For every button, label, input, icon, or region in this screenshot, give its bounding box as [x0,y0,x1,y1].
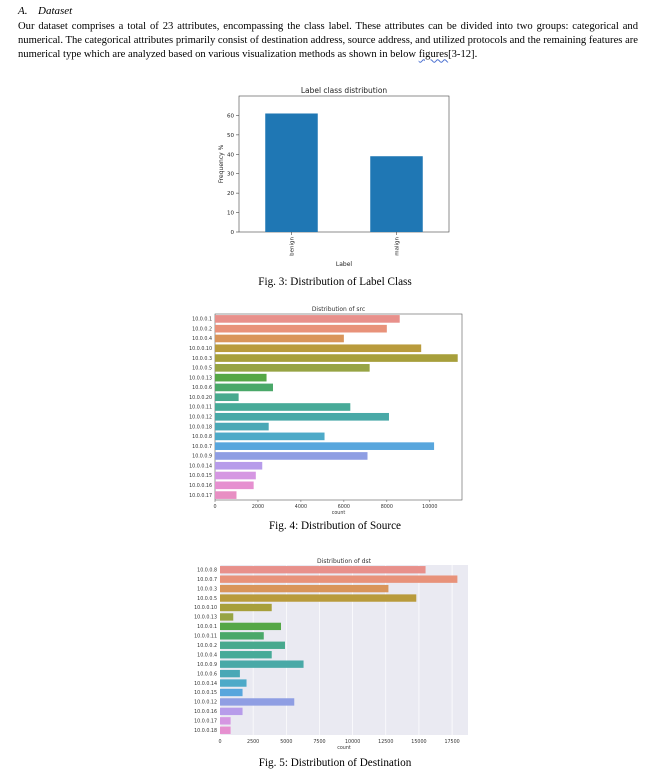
bar-10-0-0-12 [220,698,294,705]
bar-10-0-0-9 [220,660,304,667]
bar-10-0-0-6 [220,670,240,677]
y-tick-label: 10.0.0.8 [192,435,212,441]
y-tick-label: 10.0.0.1 [192,317,212,323]
bar-10-0-0-14 [220,679,247,686]
y-tick-label: 10.0.0.14 [189,464,212,470]
src-distribution-chart [180,304,470,518]
x-axis-label: count [337,746,351,751]
bar-10-0-0-11 [220,632,264,639]
y-tick-label: 10.0.0.9 [192,454,212,460]
y-tick-label: 10.0.0.18 [189,425,212,431]
x-tick-label: 10000 [344,740,361,745]
bar-10-0-0-17 [215,491,236,499]
bar-benign [265,113,318,232]
x-tick-label: 17500 [444,740,460,745]
y-tick-label: 10.0.0.1 [197,625,217,631]
bar-10-0-0-18 [220,727,231,734]
fig4-caption: Fig. 4: Distribution of Source [268,520,402,532]
y-tick-label: 10.0.0.10 [189,346,212,352]
bar-10-0-0-20 [215,393,239,401]
y-tick-label: 10.0.0.5 [197,596,217,602]
x-tick-label: 15000 [411,740,427,745]
y-tick-label: 10.0.0.12 [189,415,212,421]
x-tick-label: 2000 [251,505,265,510]
x-tick-label: benign [289,237,296,256]
x-tick-label: 7500 [313,740,326,745]
x-tick-label: 6000 [337,505,350,510]
bar-malign [370,156,423,232]
body-paragraph [18,20,638,63]
bar-10-0-0-2 [220,642,285,649]
bar-10-0-0-13 [215,374,267,382]
bar-10-0-0-10 [215,344,421,352]
paragraph-tail: [3-12]. [448,49,478,61]
y-tick-label: 10.0.0.4 [197,653,217,659]
bar-10-0-0-1 [220,623,281,630]
bar-10-0-0-5 [220,594,416,601]
bar-10-0-0-15 [220,689,243,696]
y-tick-label: 10.0.0.15 [194,691,217,697]
bar-10-0-0-8 [220,566,426,573]
x-tick-label: 10000 [422,505,438,510]
chart-title: Distribution of src [311,306,366,313]
bar-10-0-0-17 [220,717,231,724]
fig3-caption: Fig. 3: Distribution of Label Class [258,276,412,288]
y-tick-label: 10.0.0.11 [194,634,217,640]
y-tick-label: 20 [227,191,234,198]
bar-10-0-0-4 [215,335,344,343]
y-tick-label: 10.0.0.7 [192,444,212,450]
fig5-caption: Fig. 5: Distribution of Destination [258,757,412,769]
section-heading [18,5,72,17]
y-axis-label: Frequency % [218,144,225,184]
spellcheck-underlined-word: figures [418,49,449,61]
y-tick-label: 50 [227,132,234,139]
x-tick-label: 0 [218,740,222,745]
bar-10-0-0-15 [215,472,256,480]
bar-10-0-0-7 [215,442,434,450]
x-tick-label: 4000 [294,505,308,510]
y-tick-label: 10.0.0.8 [197,568,217,574]
bar-10-0-0-16 [215,481,254,489]
y-tick-label: 10.0.0.12 [194,700,217,706]
chart-title: Label class distribution [300,86,388,95]
y-tick-label: 10.0.0.13 [189,376,212,382]
y-tick-label: 10.0.0.13 [194,615,217,621]
y-tick-label: 60 [227,113,234,120]
y-tick-label: 10.0.0.2 [197,643,217,649]
y-tick-label: 10.0.0.3 [197,587,217,593]
bar-10-0-0-16 [220,708,243,715]
y-tick-label: 10.0.0.4 [192,337,212,343]
y-tick-label: 10.0.0.5 [192,366,212,372]
bar-10-0-0-18 [215,423,269,431]
y-tick-label: 30 [227,171,234,178]
x-tick-label: 8000 [380,505,393,510]
bar-10-0-0-1 [215,315,400,323]
label-class-chart [205,84,455,270]
y-tick-label: 10.0.0.16 [189,484,212,490]
y-tick-label: 0 [230,230,234,236]
bar-10-0-0-4 [220,651,272,658]
dst-distribution-chart [185,556,475,756]
bar-10-0-0-5 [215,364,370,372]
x-tick-label: 2500 [247,740,260,745]
bar-10-0-0-14 [215,462,262,470]
y-tick-label: 10.0.0.15 [189,474,212,480]
bar-10-0-0-8 [215,433,325,441]
y-tick-label: 10.0.0.16 [194,710,217,716]
bar-10-0-0-3 [215,354,458,362]
y-tick-label: 10.0.0.10 [194,606,217,612]
y-tick-label: 10.0.0.11 [189,405,212,411]
y-tick-label: 10 [227,210,234,217]
y-tick-label: 10.0.0.17 [189,493,212,499]
paragraph-text: Our dataset comprises a total of 23 attributes, encompassing the class label. These attributes can be divided into two groups: categorical and numerical. The categorical attributes primarily consist of destination address, source address, and utilized protocols and the remaining features are numerical type which are analyzed based on various visualization methods as shown in below [18,21,638,61]
y-tick-label: 10.0.0.6 [197,672,217,678]
x-axis-label: count [331,511,346,516]
y-tick-label: 10.0.0.2 [192,327,212,333]
y-tick-label: 10.0.0.17 [194,719,217,725]
bar-10-0-0-2 [215,325,387,333]
x-tick-label: 0 [213,505,217,510]
bar-10-0-0-11 [215,403,350,411]
section-title: Dataset [38,5,73,17]
y-tick-label: 10.0.0.9 [197,662,217,668]
bar-10-0-0-12 [215,413,389,421]
chart-title: Distribution of dst [317,558,371,565]
y-tick-label: 40 [227,152,234,159]
bar-10-0-0-3 [220,585,388,592]
y-tick-label: 10.0.0.20 [189,395,212,401]
y-tick-label: 10.0.0.7 [197,577,217,583]
y-tick-label: 10.0.0.6 [192,386,212,392]
bar-10-0-0-7 [220,575,457,582]
section-number: A. [18,5,28,17]
bar-10-0-0-9 [215,452,367,460]
y-tick-label: 10.0.0.3 [192,356,212,362]
x-tick-label: 12500 [378,740,394,745]
x-axis-label: Label [335,261,353,268]
x-tick-label: 5000 [280,740,293,745]
bar-10-0-0-13 [220,613,233,620]
bar-10-0-0-6 [215,384,273,392]
bar-10-0-0-10 [220,604,272,611]
y-tick-label: 10.0.0.18 [194,728,217,734]
y-tick-label: 10.0.0.14 [194,681,217,687]
x-tick-label: malign [394,237,401,256]
